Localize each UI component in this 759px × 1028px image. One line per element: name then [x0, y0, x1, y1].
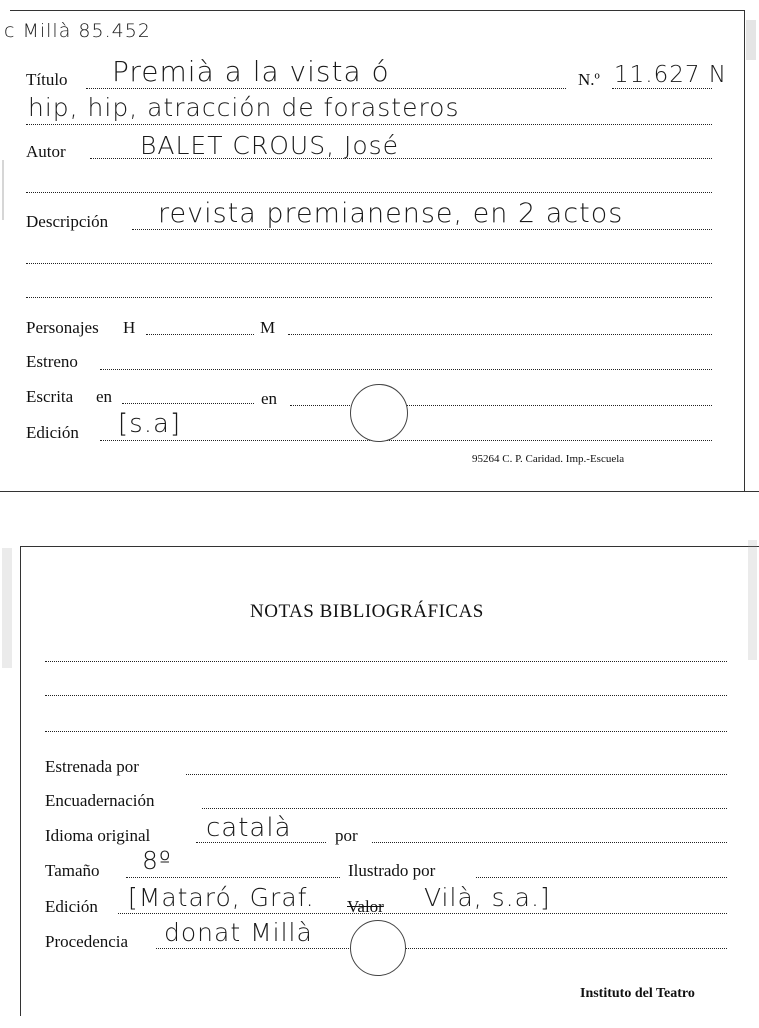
idioma-label: Idioma original	[45, 826, 151, 845]
card2-top-border	[20, 546, 759, 547]
card1-right-border	[744, 10, 745, 492]
personajes-h-line	[146, 334, 254, 335]
tamano-label: Tamaño	[45, 861, 100, 880]
escrita-line	[122, 403, 254, 404]
por-line	[372, 842, 727, 843]
card2-left-border	[20, 546, 21, 1016]
tamano-line	[126, 877, 340, 878]
procedencia-value: donat Millà	[164, 918, 313, 947]
notas-line-3	[45, 731, 727, 732]
escrita-label: Escrita	[26, 387, 74, 406]
descripcion-line-3	[26, 297, 712, 298]
scan-speck	[746, 20, 756, 60]
punch-hole-2	[350, 920, 406, 976]
card1-bottom-border	[0, 491, 759, 492]
scan-speck	[748, 540, 757, 660]
card1-top-border	[10, 10, 745, 11]
numero-line	[612, 88, 712, 89]
por-label: por	[335, 826, 358, 845]
edicion2-value-2: Vilà, s.a.]	[424, 883, 551, 912]
numero-value: 11.627 N	[614, 62, 727, 88]
procedencia-line	[156, 948, 727, 949]
titulo-value: Premià a la vista ó	[112, 55, 390, 88]
estreno-label: Estreno	[26, 352, 78, 371]
procedencia-label: Procedencia	[45, 932, 129, 951]
descripcion-line-2	[26, 263, 712, 264]
titulo-value-line2: hip, hip, atracción de forasteros	[28, 93, 460, 122]
estrenada-label: Estrenada por	[45, 757, 139, 776]
escrita-en-label: en	[96, 387, 113, 406]
edicion2-label: Edición	[45, 897, 98, 916]
numero-label: N.º	[578, 70, 600, 89]
scan-speck	[2, 548, 12, 668]
idioma-value: català	[206, 813, 292, 843]
notas-line-2	[45, 695, 727, 696]
titulo-label: Título	[26, 70, 68, 89]
ilustrado-label: Ilustrado por	[348, 861, 436, 880]
printer-note: 95264 C. P. Caridad. Imp.-Escuela	[472, 453, 625, 465]
personajes-m-line	[288, 334, 712, 335]
footer-institution: Instituto del Teatro	[580, 986, 695, 1001]
autor-value: BALET CROUS, José	[140, 131, 400, 160]
valor-label: Valor	[347, 897, 384, 916]
personajes-m-label: M	[260, 318, 276, 337]
estrenada-line	[186, 774, 727, 775]
edicion-value: [s.a]	[118, 409, 182, 439]
titulo-line-2	[26, 124, 712, 125]
edicion2-line	[118, 913, 727, 914]
corner-note: c Millà 85.452	[4, 20, 151, 42]
scan-speck	[2, 160, 4, 220]
edicion2-value: [Mataró, Graf.	[128, 883, 315, 912]
descripcion-label: Descripción	[26, 212, 109, 231]
escrita-en2-label: en	[261, 389, 278, 408]
titulo-line	[86, 88, 566, 89]
notas-line-1	[45, 661, 727, 662]
edicion-label: Edición	[26, 423, 79, 442]
ilustrado-line	[476, 877, 727, 878]
encuadernacion-label: Encuadernación	[45, 791, 155, 810]
descripcion-line	[132, 229, 712, 230]
personajes-label: Personajes	[26, 318, 99, 337]
autor-label: Autor	[26, 142, 66, 161]
autor-line-2	[26, 192, 712, 193]
personajes-h-label: H	[123, 318, 136, 337]
encuadernacion-line	[202, 808, 727, 809]
estreno-line	[100, 369, 712, 370]
tamano-value: 8º	[142, 846, 172, 875]
notas-heading: NOTAS BIBLIOGRÁFICAS	[250, 601, 484, 622]
edicion-line	[100, 440, 712, 441]
punch-hole	[350, 384, 408, 442]
descripcion-value: revista premianense, en 2 actos	[158, 198, 624, 229]
